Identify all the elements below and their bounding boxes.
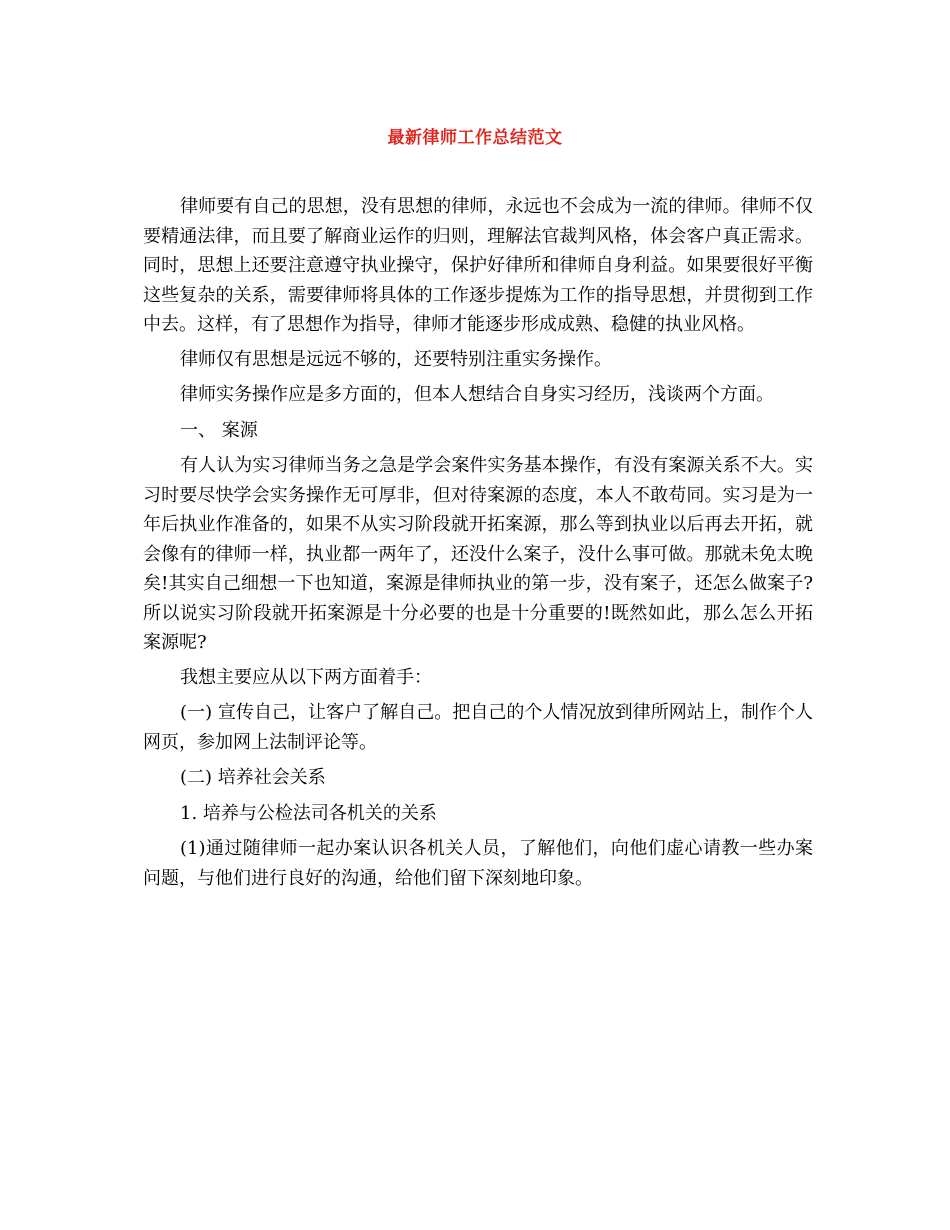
paragraph-agency-contact: (1)通过随律师一起办案认识各机关人员，了解他们，向他们虚心请教一些办案问题，与他们进行良好的沟通，给他们留下深刻地印象。 [143, 838, 813, 889]
paragraph-thinking: 律师要有自己的思想，没有思想的律师，永远也不会成为一流的律师。律师不仅要精通法律，而且要了解商业运作的归则，理解法官裁判风格，体会客户真正需求。同时，思想上还要注意遵守执业操守，保护好律所和律师自身利益。如果要很好平衡这些复杂的关系，需要律师将具体的工作逐步提炼为工作的指导思想，并贯彻到工作中去。这样，有了思想作为指导，律师才能逐步形成成熟、稳健的执业风格。 [143, 196, 813, 335]
paragraph-two-aspects: 我想主要应从以下两方面着手： [180, 666, 432, 688]
document-body [143, 192, 813, 898]
paragraph-case-source: 有人认为实习律师当务之急是学会案件实务基本操作，有没有案源关系不大。实习时要尽快学会实务操作无可厚非，但对待案源的态度，本人不敢苟同。实习是为一年后执业作准备的，如果不从实习阶段就开拓案源，那么等到执业以后再去开拓，就会像有的律师一样，执业都一两年了，还没什么案子，没什么事可做。那就未免太晚矣!其实自己细想一下也知道，案源是律师执业的第一步，没有案子，还怎么做案子?所以说实习阶段就开拓案源是十分必要的也是十分重要的!既然如此，那么怎么开拓案源呢? [143, 455, 813, 653]
document-title: 最新律师工作总结范文 [387, 128, 563, 148]
paragraph-practice-aspects: 律师实务操作应是多方面的，但本人想结合自身实习经历，浅谈两个方面。 [180, 384, 774, 405]
heading-agency-relations: 1. 培养与公检法司各机关的关系 [180, 802, 437, 824]
paragraph-promote-self: (一) 宣传自己，让客户了解自己。把自己的个人情况放到律所网站上，制作个人网页，参加网上法制评论等。 [143, 702, 813, 753]
heading-case-source: 一、 案源 [180, 419, 258, 441]
paragraph-practice-importance: 律师仅有思想是远远不够的，还要特别注重实务操作。 [180, 348, 612, 370]
heading-social-relations: (二) 培养社会关系 [180, 767, 326, 788]
